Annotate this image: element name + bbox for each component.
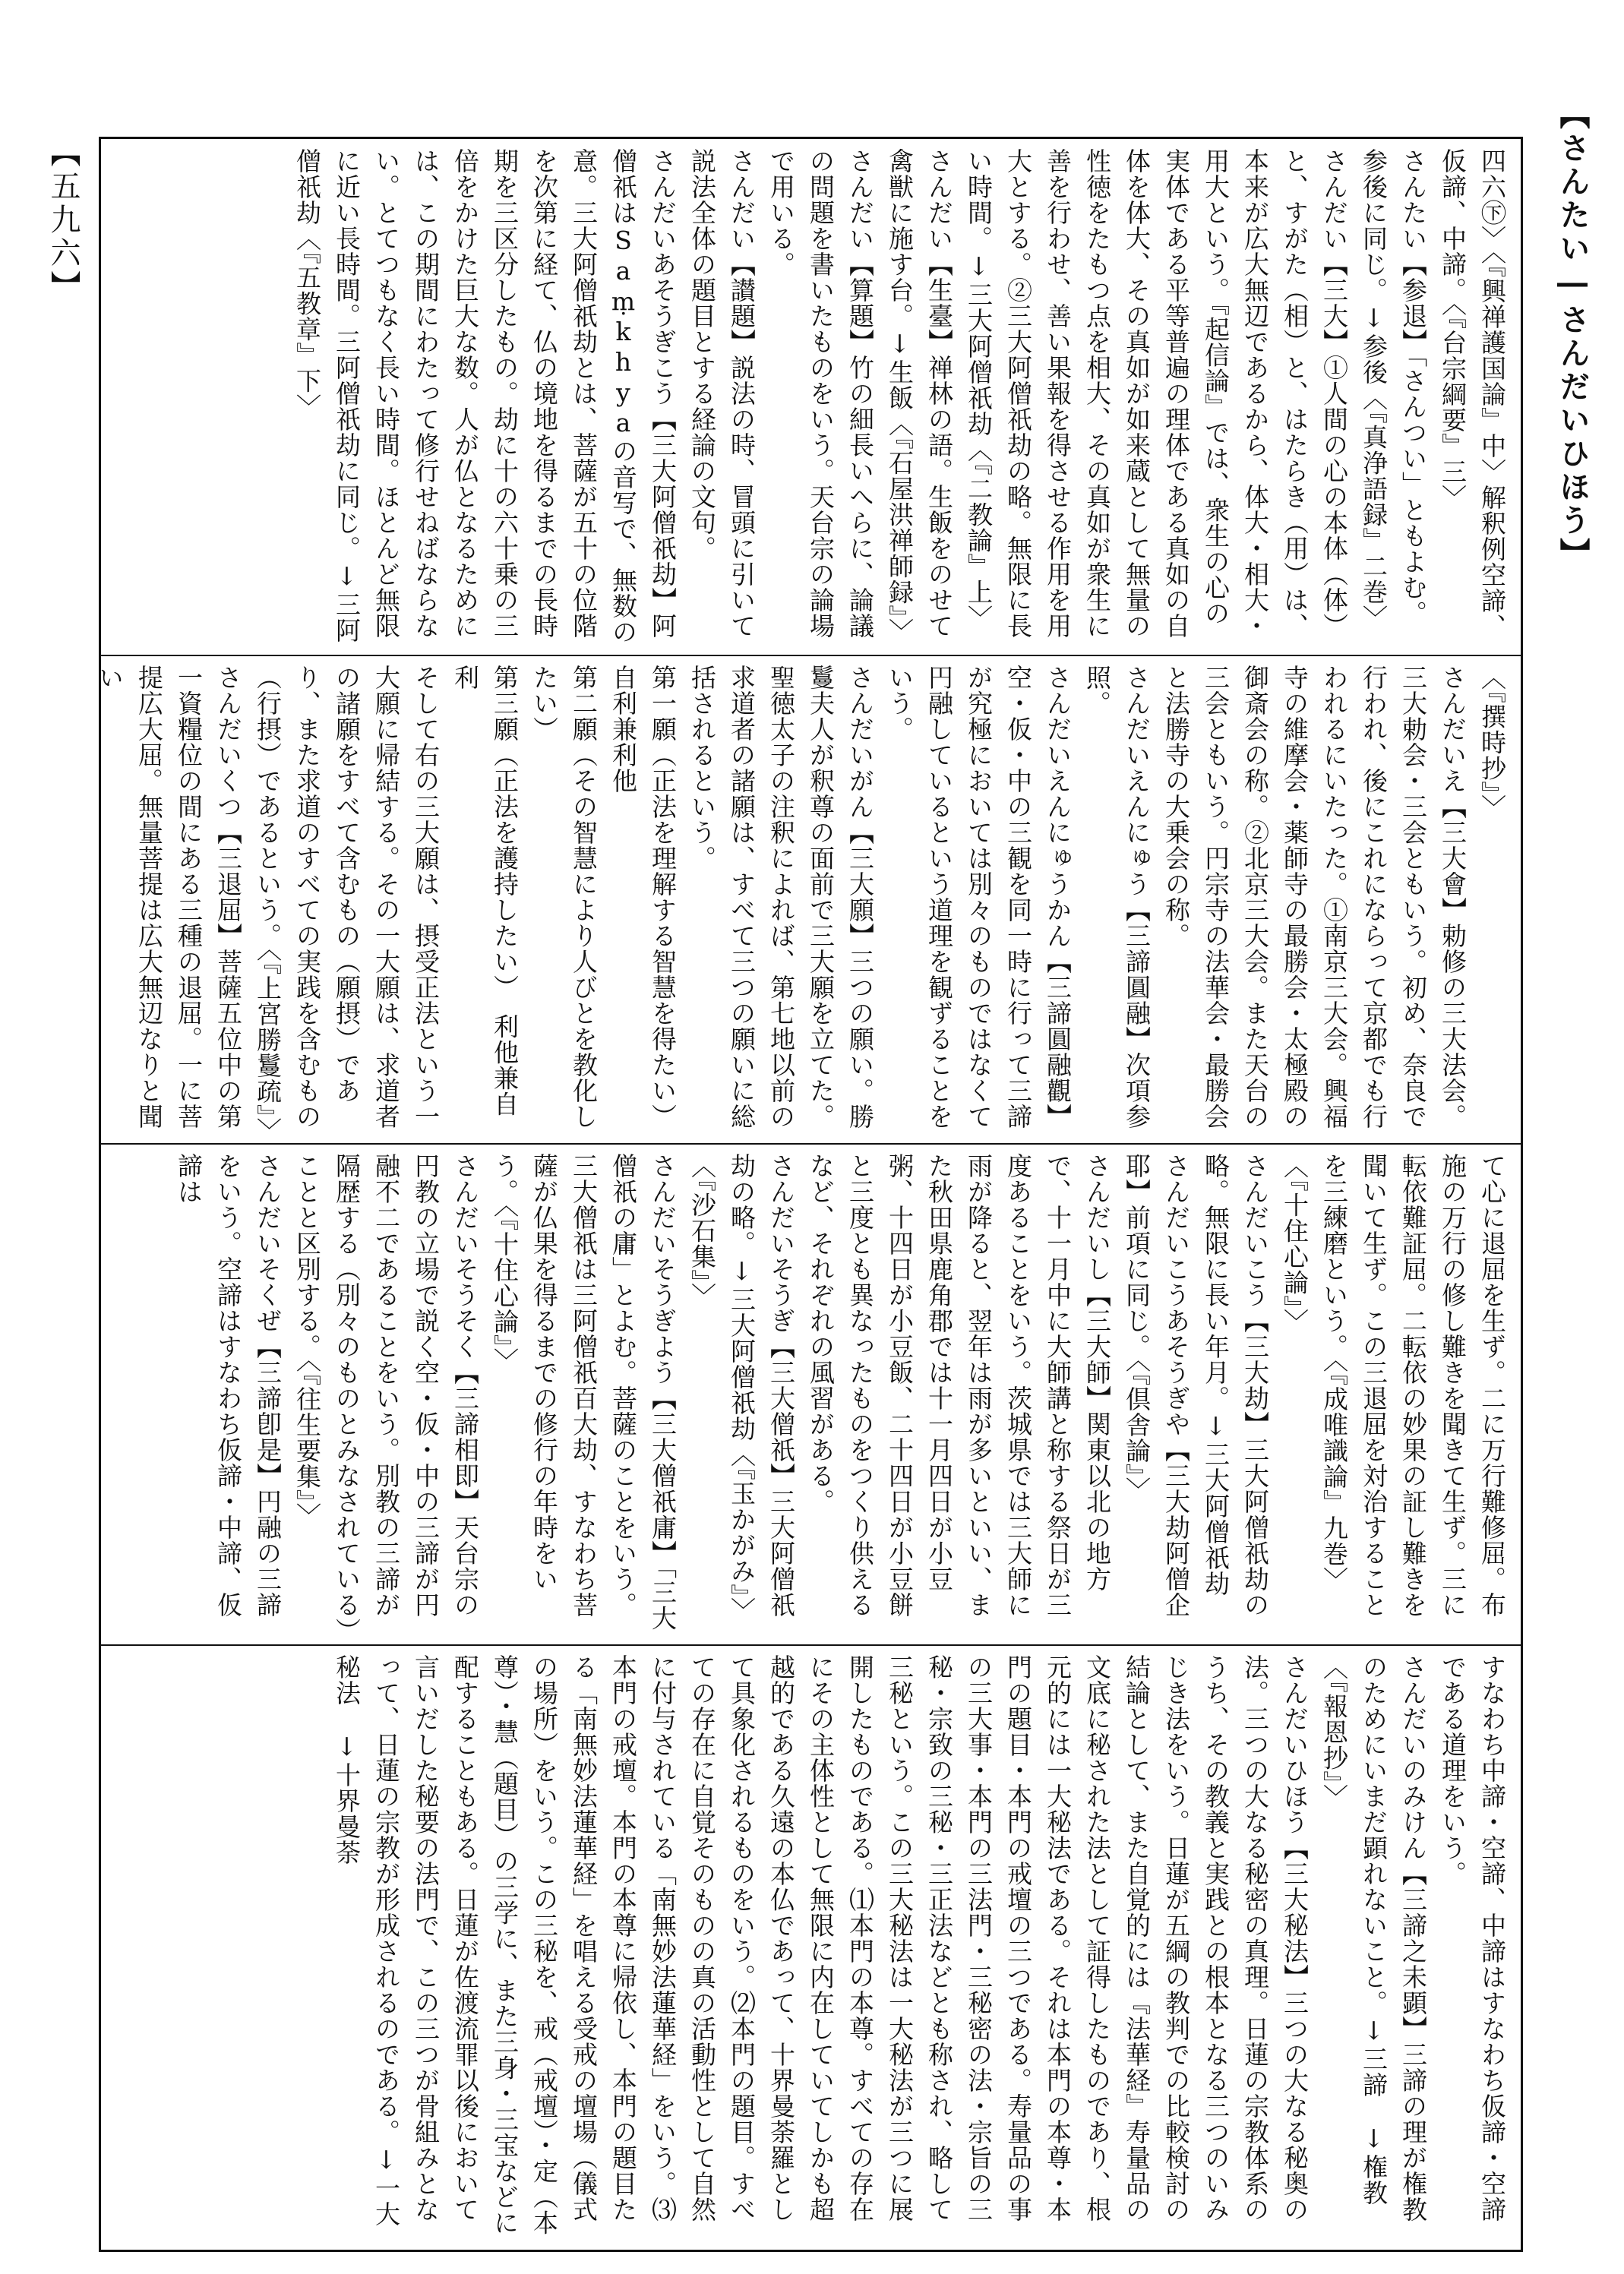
band-1 (110, 148, 1512, 646)
entry: さんだいし【三大師】関東以北の地方で、十一月中に大師講と称する祭日が三度あることをいう。茨城県では三大師に雨が降ると、翌年は雨が多いといい、また秋田県鹿角郡では十一月四日が小豆粥、十四日が小豆飯、二十四日が小豆餅と三度とも異なったものをつくり供えるなど、それぞれの風習がある。 (806, 1153, 1112, 1618)
entry: さんだい【讃題】説法の時、冒頭に引いて説法全体の題目とする経論の文句。 (687, 148, 757, 639)
entry: さんだいそくぜ【三諦卽是】円融の三諦をいう。空諦はすなわち仮諦・中諦、仮諦は (174, 1153, 283, 1618)
band-divider (99, 1143, 1523, 1145)
entry: さんだいのみけん【三諦之未顕】三諦の理が権教のためにいまだ顕れないこと。↓三諦 ↓権教〈『報恩抄』〉 (1319, 1654, 1428, 2222)
entry: すなわち中諦・空諦、中諦はすなわち仮諦・空諦である道理をいう。 (1438, 1654, 1507, 2222)
entry: さんだい【生臺】禅林の語。生飯をのせて禽獣に施す台。↓生飯〈『石屋洪禅師録』〉 (885, 148, 954, 644)
entry: さんだいえんにゅうかん【三諦圓融觀】空・仮・中の三観を同一時に行って三諦が究極においては別々のものではなくて円融しているという道理を観ずることをいう。 (885, 665, 1073, 1129)
entry: さんだいそうぎ【三大僧祇】三大阿僧祇劫の略。↓三大阿僧祇劫〈『玉かがみ』〉〈『沙石集』〉 (687, 1153, 796, 1623)
entry: 〈『撰時抄』〉 (1477, 665, 1507, 820)
entry: さんだいあそうぎこう【三大阿僧祇劫】阿僧祇はSaṃkhyaの音写で、無数の意。三大阿僧祇劫とは、菩薩が五十の位階を次第に経て、仏の境地を得るまでの長時期を三区分したもの。劫に十の六十乗の三倍をかけた巨大な数。人が仏となるためには、この期間にわたって修行せねばならない。とてつもなく長い時間。ほとんど無限に近い長時間。三阿僧祇劫に同じ。↓三阿僧祇劫〈『五教章』下〉 (292, 148, 678, 645)
entry: そして右の三大願は、摂受正法という一大願に帰結する。その一大願は、求道者の諸願をすべて含むもの（願摂）であり、また求道のすべての実践を含むもの（行摂）であるという。〈『上宮勝鬘疏』〉 (253, 665, 441, 1144)
running-head: 【さんたい―さんだいひほう】 (1555, 99, 1590, 571)
entry: さんだい【三大】①人間の心の本体（体）と、すがた（相）と、はたらき（用）は、本来が広大無辺であるから、体大・相大・用大という。『起信論』では、衆生の心の実体である平等普遍の理体である真如の自体を体大、その真如が如来蔵として無量の性徳をたもつ点を相大、その真如が衆生に善を行わせ、善い果報を得させる作用を用大とする。②三大阿僧祇劫の略。無限に長い時間。↓三大阿僧祇劫〈『二教論』上〉 (964, 148, 1349, 639)
entry: さんたい【参退】「さんつい」ともよむ。参後に同じ。↓参後〈『真浄語録』二巻〉 (1359, 148, 1428, 631)
entry: 四六㊦〉〈『興禅護国論』中〉解釈例空諦、仮諦、中諦。〈『台宗綱要』三〉 (1438, 148, 1507, 640)
band-4 (110, 1654, 1512, 2243)
page-number: 【五九六】 (46, 137, 81, 304)
vow-item: 第一願（正法を理解する智慧を得たい） 自利兼利他 (608, 665, 678, 1143)
entry: さんだいがん【三大願】三つの願い。勝鬘夫人が釈尊の面前で三大願を立てた。聖徳太子の注釈によれば、第七地以前の求道者の諸願は、すべて三つの願いに総括されるという。 (687, 665, 875, 1129)
entry: さんだいくつ【三退屈】菩薩五位中の第一資糧位の間にある三種の退屈。一に菩提広大屈。無量菩提は広大無辺なりと聞い (95, 665, 243, 1129)
entry: さんだいそうそく【三諦相即】天台宗の円教の立場で説く空・仮・中の三諦が円融不二であることをいう。別教の三諦が隔歴する（別々のものとみなされている）ことと区別する。〈『往生要集』〉 (292, 1153, 480, 1631)
entry: さんだいえんにゅう【三諦圓融】次項参照。 (1082, 665, 1152, 1129)
entry: さんだいえ【三大會】勅修の三大法会。三大勅会・三会ともいう。初め、奈良で行われ、後にこれにならって京都でも行われるにいたった。①南京三大会。興福寺の維摩会・薬師寺の最勝会・太極殿の御斎会の称。②北京三大会。また天台の三会ともいう。円宗寺の法華会・最勝会と法勝寺の大乗会の称。 (1161, 665, 1468, 1129)
entry: さんだいひほう【三大秘法】三つの大なる秘奥の法。三つの大なる秘密の真理。日蓮の宗教体系のうち、その教義と実践との根本となる三つのいみじき法をいう。日蓮が五綱の教判での比較検討の結論として、また自覚的には『法華経』寿量品の文底に秘された法として証得したものであり、根元的には一大秘法である。それは本門の本尊・本門の題目・本門の戒壇の三つである。寿量品の事の三大事・本門の三法門・三秘密の法・宗旨の三秘・宗致の三秘・三正法などとも称され、略して三秘という。この三大秘法は一大秘法が三つに展開したものである。⑴本門の本尊。すべての存在にその主体性として無限に内在していてしかも超越的である久遠の本仏であって、十界曼荼羅として具象化されるものをいう。⑵本門の題目。すべての存在に自覚そのものの真の活動性として自然に付与されている「南無妙法蓮華経」をいう。⑶本門の戒壇。本門の本尊に帰依し、本門の題目たる「南無妙法蓮華経」を唱える受戒の壇場（儀式の場所）をいう。この三秘を、戒（戒壇）・定（本尊）・慧（題目）の三学に、また三身・三宝などに配することもある。日蓮が佐渡流罪以後において言いだした秘要の法門で、この三つが骨組みとなって、日蓮の宗教が形成されるのである。↓一大秘法 ↓十界曼荼 (332, 1654, 1310, 2236)
entry: さんだいそうぎよう【三大僧祇庸】「三大僧祇の庸」とよむ。菩薩のことをいう。三大僧祇は三阿僧祇百大劫、すなわち菩薩が仏果を得るまでの修行の年時をいう。〈『十住心論』〉 (490, 1153, 678, 1631)
band-divider (99, 1644, 1523, 1646)
entry: さんだい【算題】竹の細長いへらに、論議の問題を書いたものをいう。天台宗の論場で用いる。 (766, 148, 875, 639)
band-divider (99, 655, 1523, 656)
entry: て心に退屈を生ず。二に万行難修屈。布施の万行の修し難きを聞きて生ず。三に転依難証屈。二転依の妙果の証し難きを聞いて生ず。この三退屈を対治することを三練磨という。〈『成唯識論』九巻〉〈『十住心論』〉 (1280, 1153, 1507, 1618)
vow-item: 第二願（その智慧により人びとを教化したい） (529, 665, 599, 1129)
entry: さんだいこう【三大劫】三大阿僧祇劫の略。無限に長い年月。↓三大阿僧祇劫 (1201, 1153, 1270, 1618)
vow-item: 第三願（正法を護持したい） 利他兼自利 (450, 665, 520, 1117)
entry: さんだいこうあそうぎや【三大劫阿僧企耶】前項に同じ。〈『倶舎論』〉 (1122, 1153, 1191, 1618)
band-2 (95, 665, 1512, 1144)
band-3 (110, 1153, 1512, 1635)
